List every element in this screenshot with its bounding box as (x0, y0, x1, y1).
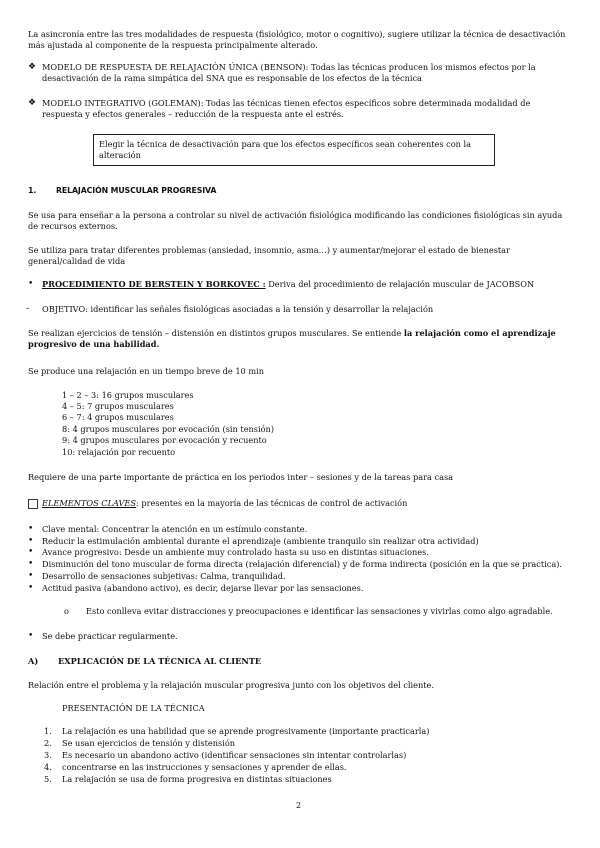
elementos-line (42, 498, 572, 509)
procedimiento-line (42, 279, 572, 290)
clave-item: Reducir la estimulación ambiental durante el aprendizaje (ambiente tranquilo sin realizar otra actividad) (42, 536, 479, 546)
presentacion-item: La relajación es una habilidad que se aprende progresivamente (importante practicarla) (62, 726, 430, 736)
paragraph-utiliza: Se utiliza para tratar diferentes problemas (ansiedad, insomnio, asma…) y aumentar/mejorar el estado de bienestar general/calidad de vida (28, 245, 510, 266)
clave-item: Actitud pasiva (abandono activo), es decir, dejarse llevar por las sensaciones. (42, 583, 364, 593)
bullet-icon: • (28, 279, 34, 289)
grupo-line: 1 – 2 – 3: 16 grupos musculares (62, 390, 194, 400)
section-a-number: A) (28, 656, 39, 666)
bullet-icon: • (28, 631, 34, 641)
procedimiento-label: PROCEDIMIENTO DE BERSTEIN Y BORKOVEC : (42, 279, 266, 289)
list-number: 4. (44, 762, 52, 772)
elementos-label: ELEMENTOS CLAVES (42, 498, 137, 508)
model-benson: MODELO DE RESPUESTA DE RELAJACIÓN ÚNICA (BENSON): Todas las técnicas producen los mismos efectos por la desactivación de la rama simpática del SNA que es responsable de los efectos de la técnica (42, 62, 536, 83)
clave-item: Avance progresivo: Desde un ambiente muy controlado hasta su uso en distintas situaciones. (42, 547, 429, 557)
list-number: 2. (44, 738, 52, 748)
bullet-icon: • (28, 559, 34, 569)
paragraph-requiere: Requiere de una parte importante de práctica en los periodos inter – sesiones y de la tareas para casa (28, 472, 454, 482)
presentacion-item: Se usan ejercicios de tensión y distensión (62, 738, 236, 748)
objetivo-line: OBJETIVO: identificar las señales fisiológicas asociadas a la tensión y desarrollar la relajación (42, 304, 434, 314)
page-number: 2 (296, 801, 302, 810)
clave-item: Disminución del tono muscular de forma directa (relajación diferencial) y de forma indirecta (posición en la que se practica). (42, 559, 563, 569)
highlight-box-text: Elegir la técnica de desactivación para que los efectos específicos sean coherentes con la alteración (99, 139, 472, 160)
checkbox-icon (28, 499, 38, 509)
section-title: RELAJACIÓN MUSCULAR PROGRESIVA (56, 186, 217, 195)
diamond-bullet-icon: ❖ (28, 98, 37, 108)
grupo-line: 10: relajación por recuento (62, 447, 176, 457)
circle-bullet-icon: o (64, 606, 69, 616)
list-number: 1. (44, 726, 52, 736)
section-number: 1. (28, 186, 37, 195)
elementos-text: : presentes en la mayoría de las técnicas de control de activación (136, 498, 408, 508)
ejercicios-text: Se realizan ejercicios de tensión – distensión en distintos grupos musculares. Se entiende (28, 328, 404, 338)
sub-clave-text: Esto conlleva evitar distracciones y preocupaciones e identificar las sensaciones y vivirlas como algo agradable. (86, 606, 553, 616)
practicar-line: Se debe practicar regularmente. (42, 631, 178, 641)
paragraph-tiempo: Se produce una relajación en un tiempo breve de 10 min (28, 366, 265, 376)
presentacion-item: La relajación se usa de forma progresiva en distintas situaciones (62, 774, 332, 784)
dash-bullet-icon: - (26, 304, 30, 314)
bullet-icon: • (28, 583, 34, 593)
clave-item: Clave mental: Concentrar la atención en un estímulo constante. (42, 524, 308, 534)
model-goleman: MODELO INTEGRATIVO (GOLEMAN): Todas las técnicas tienen efectos específicos sobre determinada modalidad de respuesta y efectos generales – reducción de la respuesta ante el estrés. (42, 98, 531, 119)
grupo-line: 4 – 5: 7 grupos musculares (62, 401, 174, 411)
section-a-title: EXPLICACIÓN DE LA TÉCNICA AL CLIENTE (58, 656, 262, 666)
bullet-icon: • (28, 536, 34, 546)
grupo-line: 9: 4 grupos musculares por evocación y recuento (62, 435, 267, 445)
highlight-box (93, 134, 495, 166)
bullet-icon: • (28, 547, 34, 557)
presentacion-title: PRESENTACIÓN DE LA TÉCNICA (62, 703, 205, 713)
presentacion-item: Es necesario un abandono activo (identificar sensaciones sin intentar controlarlas) (62, 750, 407, 760)
grupo-line: 6 – 7: 4 grupos musculares (62, 412, 174, 422)
paragraph-ejercicios (28, 328, 573, 350)
ejercicios-bold: la relajación como el aprendizaje progresivo de una habilidad. (28, 328, 556, 349)
diamond-bullet-icon: ❖ (28, 62, 37, 72)
intro-paragraph: La asincronía entre las tres modalidades de respuesta (fisiológico, motor o cognitivo), sugiere utilizar la técnica de desactivación más ajustada al componente de la respuesta principalmente alterado. (28, 29, 566, 50)
presentacion-item: concentrarse en las instrucciones y sensaciones y aprender de ellas. (62, 762, 347, 772)
bullet-icon: • (28, 524, 34, 534)
list-number: 3. (44, 750, 52, 760)
bullet-icon: • (28, 571, 34, 581)
procedimiento-text: Deriva del procedimiento de relajación muscular de JACOBSON (265, 279, 535, 289)
paragraph-relacion: Relación entre el problema y la relajación muscular progresiva junto con los objetivos del cliente. (28, 680, 434, 690)
paragraph-uso: Se usa para enseñar a la persona a controlar su nivel de activación fisiológica modificando las condiciones fisiológicas sin ayuda de recursos externos. (28, 210, 563, 231)
clave-item: Desarrollo de sensaciones subjetivas: Calma, tranquilidad. (42, 571, 286, 581)
grupo-line: 8: 4 grupos musculares por evocación (sin tensión) (62, 424, 275, 434)
list-number: 5. (44, 774, 52, 784)
